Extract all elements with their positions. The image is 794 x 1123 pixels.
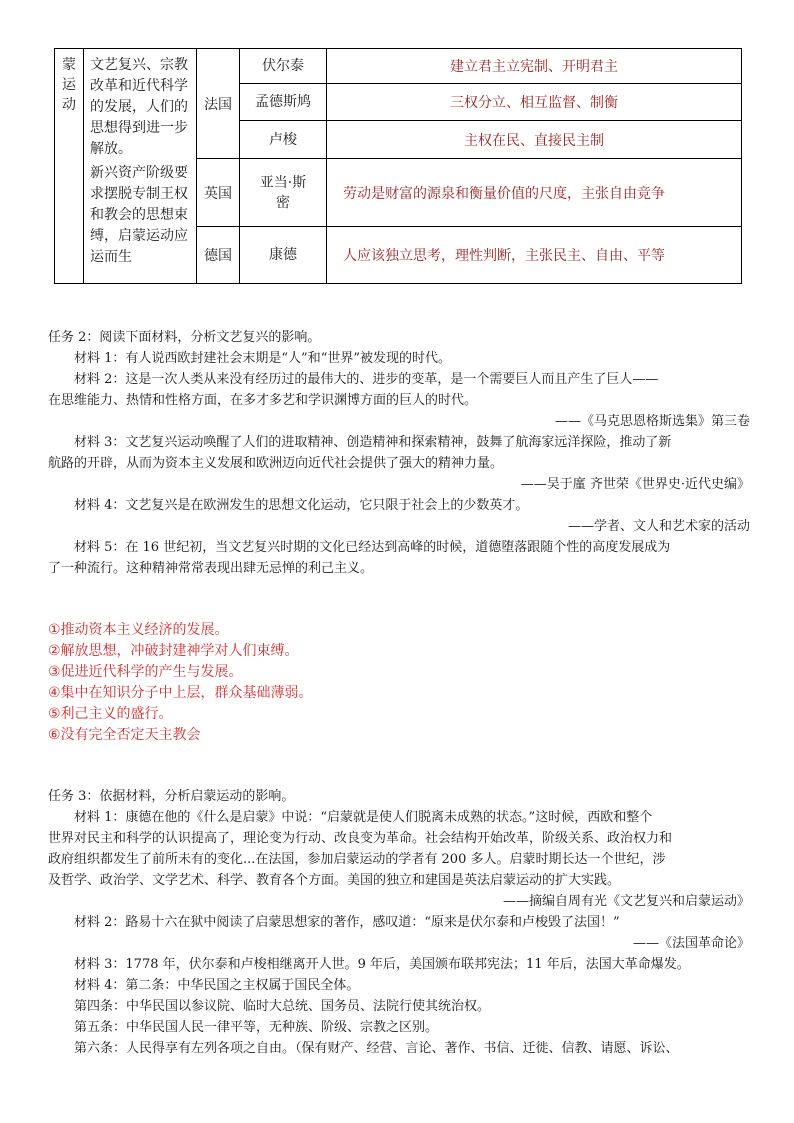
task3-material-1-source: ——摘编自周有光《文艺复兴和启蒙运动》 — [502, 894, 750, 909]
task2-answer-6: ⑥没有完全否定天主教会 — [48, 727, 201, 743]
idea-rousseau: 主权在民、直接民主制 — [327, 121, 742, 159]
person-montesquieu: 孟德斯鸠 — [240, 84, 327, 121]
task2-title: 任务 2：阅读下面材料，分析文艺复兴的影响。 — [48, 330, 321, 345]
person-rousseau: 卢梭 — [240, 121, 327, 159]
task2-material-2a: 材料 2：这是一次人类从来没有经历过的最伟大的、进步的变革，是一个需要巨人而且产生了巨人—— — [74, 372, 659, 387]
task3-article-5: 第五条：中华民国人民一律平等，无种族、阶级、宗教之区别。 — [74, 1020, 439, 1035]
task2-answer-1: ①推动资本主义经济的发展。 — [48, 622, 229, 638]
task2-material-3a: 材料 3：文艺复兴运动唤醒了人们的进取精神、创造精神和探索精神，鼓舞了航海家远洋探险，推动了新 — [74, 435, 672, 450]
task3-article-4: 第四条：中华民国以参议院、临时大总统、国务员、法院行使其统治权。 — [74, 999, 491, 1014]
category-cell — [55, 49, 84, 284]
idea-adam-smith: 劳动是财富的源泉和衡量价值的尺度，主张自由竞争 — [327, 159, 742, 227]
task2-answer-5: ⑤利己主义的盛行。 — [48, 706, 173, 722]
category-label: 蒙运动 — [62, 57, 76, 113]
enlightenment-table — [54, 48, 742, 284]
task3-material-1c: 政府组织都发生了前所未有的变化...在法国，参加启蒙运动的学者有 200 多人。启蒙时期长达一个世纪，涉 — [48, 852, 666, 867]
idea-kant: 人应该独立思考，理性判断，主张民主、自由、平等 — [327, 227, 742, 284]
person-adam-smith — [240, 159, 327, 227]
task3-material-2-source: ——《法国革命论》 — [632, 936, 750, 951]
task2-answer-2: ②解放思想，冲破封建神学对人们束缚。 — [48, 643, 299, 659]
country-britain: 英国 — [197, 159, 240, 227]
task3-material-1d: 及哲学、政治学、文学艺术、科学、教育各个方面。美国的独立和建国是英法启蒙运动的扩大实践。 — [48, 873, 621, 888]
background-text-1: 文艺复兴、宗教改革和近代科学的发展，人们的思想得到进一步解放。 — [90, 57, 188, 157]
task3-article-6: 第六条：人民得享有左列各项之自由。（保有财产、经营、言论、著作、书信、迁徙、信教、请愿、诉讼、 — [74, 1041, 679, 1056]
idea-voltaire: 建立君主立宪制、开明君主 — [327, 49, 742, 84]
task3-material-3: 材料 3：1778 年，伏尔泰和卢梭相继离开人世。9 年后，美国颁布联邦宪法；11 年后，法国大革命爆发。 — [74, 957, 690, 972]
task2-material-2-source: ——《马克思恩格斯选集》第三卷 — [554, 414, 750, 429]
task2-material-3-source: ——吴于廑 齐世荣《世界史·近代史编》 — [520, 477, 750, 492]
background-text-2: 新兴资产阶级要求摆脱专制王权和教会的思想束缚，启蒙运动应运而生 — [90, 165, 188, 265]
task2-answer-4: ④集中在知识分子中上层，群众基础薄弱。 — [48, 685, 313, 701]
task2-material-5b: 了一种流行。这种精神常常表现出肆无忌惮的利己主义。 — [48, 561, 374, 576]
task3-material-1a: 材料 1：康德在他的《什么是启蒙》中说：“启蒙就是使人们脱离未成熟的状态。”这时候，西欧和整个 — [74, 810, 653, 825]
task3-title: 任务 3：依据材料，分析启蒙运动的影响。 — [48, 789, 295, 804]
task3-material-1b: 世界对民主和科学的认识提高了，理论变为行动、改良变为革命。社会结构开始改革，阶级关系、政治权力和 — [48, 831, 673, 846]
country-france: 法国 — [197, 49, 240, 159]
task2-material-4-source: ——学者、文人和艺术家的活动 — [567, 519, 750, 534]
task2-answer-3: ③促进近代科学的产生与发展。 — [48, 664, 243, 680]
person-voltaire: 伏尔泰 — [240, 49, 327, 84]
task2-material-5a: 材料 5：在 16 世纪初，当文艺复兴时期的文化已经达到高峰的时候，道德堕落跟随个性的高度发展成为 — [74, 540, 671, 555]
task2-material-4: 材料 4：文艺复兴是在欧洲发生的思想文化运动，它只限于社会上的少数英才。 — [74, 498, 529, 513]
background-cell — [84, 49, 197, 284]
task3-material-4: 材料 4：第二条：中华民国之主权属于国民全体。 — [74, 978, 360, 993]
task2-material-1: 材料 1：有人说西欧封建社会末期是“人”和“世界”被发现的时代。 — [74, 351, 451, 366]
task2-material-3b: 航路的开辟，从而为资本主义发展和欧洲迈向近代社会提供了强大的精神力量。 — [48, 456, 504, 471]
country-germany: 德国 — [197, 227, 240, 284]
task2-material-2b: 在思维能力、热情和性格方面，在多才多艺和学识渊博方面的巨人的时代。 — [48, 393, 478, 408]
idea-montesquieu: 三权分立、相互监督、制衡 — [327, 84, 742, 121]
person-kant: 康德 — [240, 227, 327, 284]
task3-material-2: 材料 2：路易十六在狱中阅读了启蒙思想家的著作，感叹道：“原来是伏尔泰和卢梭毁了法国！” — [74, 915, 620, 930]
person-adam-smith-label: 亚当·斯密 — [259, 174, 307, 211]
